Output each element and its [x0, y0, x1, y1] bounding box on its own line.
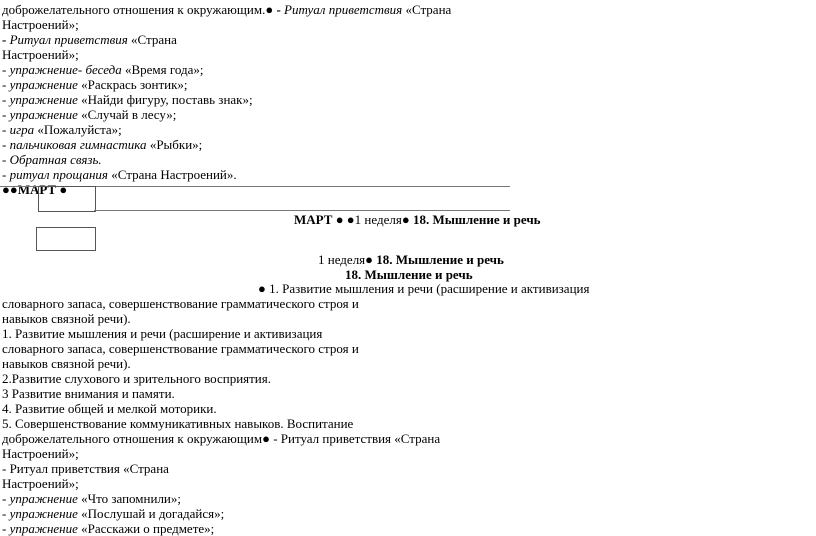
- text-line: словарного запаса, совершенствование грамматического строя и: [2, 341, 359, 356]
- month-label: ● ● МАРТ ●: [2, 182, 67, 197]
- text-line: доброжелательного отношения к окружающим.● - Ритуал приветствия «Страна: [2, 2, 451, 17]
- text-line: 5. Совершенствование коммуникативных навыков. Воспитание: [2, 416, 354, 431]
- bullet-icon: [2, 182, 10, 197]
- list-item: - ритуал прощания «Страна Настроений».: [2, 167, 237, 182]
- list-item: - упражнение «Послушай и догадайся»;: [2, 506, 225, 521]
- divider: [94, 210, 510, 211]
- bullet-icon: [10, 182, 18, 197]
- text-line: Настроений»;: [2, 446, 79, 461]
- bullet-icon: [258, 281, 266, 296]
- bullet-icon: [347, 212, 355, 227]
- text-line: Настроений»;: [2, 476, 79, 491]
- table-cell: [36, 227, 96, 251]
- text-line: навыков связной речи).: [2, 311, 131, 326]
- bullet-icon: [336, 212, 344, 227]
- bullet-icon: [262, 431, 270, 446]
- goal-line: ● 1. Развитие мышления и речи (расширение и активизация: [258, 281, 589, 296]
- text-line: 2.Развитие слухового и зрительного восприятия.: [2, 371, 271, 386]
- text-line: Настроений»;: [2, 17, 79, 32]
- text-line: 3 Развитие внимания и памяти.: [2, 386, 175, 401]
- text-line: словарного запаса, совершенствование грамматического строя и: [2, 296, 359, 311]
- list-item: - упражнение «Что запомнили»;: [2, 491, 182, 506]
- list-item: - Обратная связь.: [2, 152, 102, 167]
- list-item: - упражнение «Раскрась зонтик»;: [2, 77, 188, 92]
- text-line: - Ритуал приветствия «Страна: [2, 32, 177, 47]
- text-line: 1. Развитие мышления и речи (расширение и активизация: [2, 326, 323, 341]
- bullet-icon: [365, 252, 373, 267]
- list-item: - пальчиковая гимнастика «Рыбки»;: [2, 137, 203, 152]
- list-item: - упражнение «Случай в лесу»;: [2, 107, 177, 122]
- list-item: - упражнение- беседа «Время года»;: [2, 62, 204, 77]
- text-line: навыков связной речи).: [2, 356, 131, 371]
- week-heading: 1 неделя● 18. Мышление и речь: [318, 252, 504, 267]
- text-line: Настроений»;: [2, 47, 79, 62]
- list-item: - игра «Пожалуйста»;: [2, 122, 122, 137]
- list-item: - упражнение «Расскажи о предмете»;: [2, 521, 215, 536]
- text-line: доброжелательного отношения к окружающим● - Ритуал приветствия «Страна: [2, 431, 440, 446]
- text-line: 4. Развитие общей и мелкой моторики.: [2, 401, 217, 416]
- text-line: - Ритуал приветствия «Страна: [2, 461, 169, 476]
- bullet-icon: [402, 212, 410, 227]
- week-heading: МАРТ ● ● 1 неделя● 18. Мышление и речь: [294, 212, 541, 227]
- table-cell: [38, 186, 96, 212]
- bullet-icon: [265, 2, 273, 17]
- list-item: - упражнение «Найди фигуру, поставь знак»;: [2, 92, 253, 107]
- topic-title: 18. Мышление и речь: [345, 267, 473, 282]
